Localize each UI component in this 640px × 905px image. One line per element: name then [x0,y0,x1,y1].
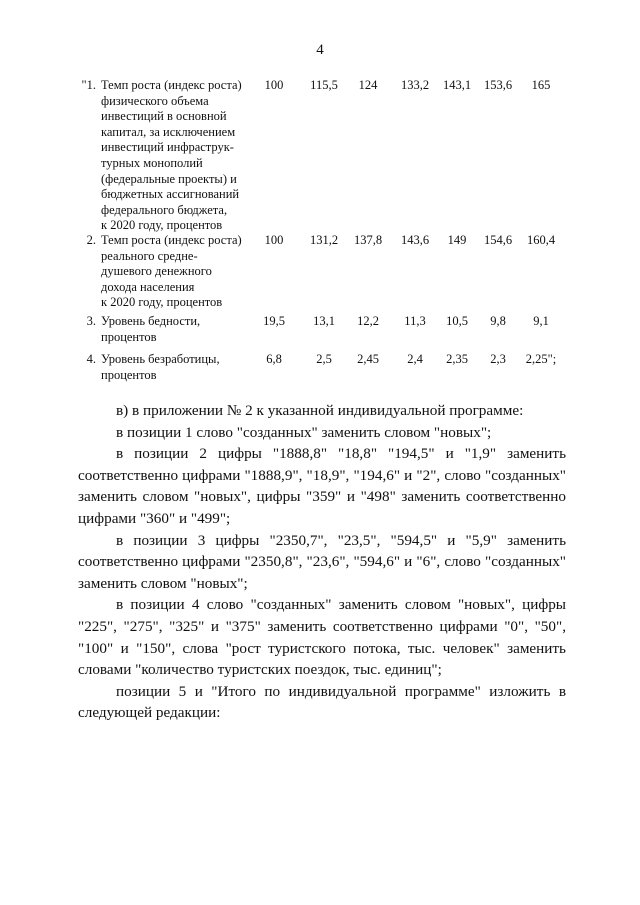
indicator-value: 2,4 [407,352,423,366]
indicator-value: 154,6 [483,233,513,247]
indicator-value: 10,5 [446,314,468,328]
indicator-value: 133,2 [400,78,430,92]
indicator-value: 143,1 [442,78,472,92]
indicator-value: 2,45 [357,352,379,366]
indicator-value: 165 [531,78,551,92]
indicator-value: 9,1 [533,314,549,328]
indicator-value: 6,8 [266,352,282,366]
indicator-name: Уровень безработицы, процентов [101,352,220,382]
indicator-value: 115,5 [310,78,338,92]
page-number: 4 [316,42,324,58]
paragraph: в) в приложении № 2 к указанной индивидуальной программе: [116,402,524,419]
indicator-value: 2,25"; [525,352,557,366]
indicator-name: Темп роста (индекс роста) физического объема инвестиций в основной капитал, за исключением инвестиций инфраструк- турных монополий (федеральные проекты) и бюджетных ассигнований федерального бюджета, к 2020 году, процентов [101,78,242,233]
indicator-value: 131,2 [309,233,339,247]
amendment-text [78,400,566,724]
indicator-value: 9,8 [490,314,506,328]
indicator-value: 153,6 [483,78,513,92]
row-number: 4. [86,352,96,366]
indicator-name: Темп роста (индекс роста) реального средне- душевого денежного дохода населения к 2020 году, процентов [101,233,242,310]
indicator-value: 100 [264,233,284,247]
indicator-value: 124 [358,78,378,92]
indicator-value: 19,5 [263,314,285,328]
indicator-name: Уровень бедности, процентов [101,314,201,344]
indicator-value: 2,5 [316,352,332,366]
indicator-value: 11,3 [404,314,426,328]
row-number: "1. [81,78,96,92]
indicator-value: 149 [447,233,467,247]
indicator-value: 137,8 [353,233,383,247]
indicator-value: 160,4 [526,233,556,247]
indicator-value: 2,35 [446,352,468,366]
indicator-value: 12,2 [357,314,379,328]
indicator-value: 100 [264,78,284,92]
paragraph: в позиции 1 слово "созданных" заменить словом "новых"; [116,423,492,441]
paragraph: позиции 5 и "Итого по индивидуальной программе" изложить в следующей редакции: [78,682,566,722]
row-number: 2. [86,233,96,247]
indicator-value: 143,6 [400,233,430,247]
indicator-value: 2,3 [490,352,506,366]
paragraph: в позиции 4 слово "созданных" заменить словом "новых", цифры "225", "275", "325" и "375" заменить соответственно цифрами "0", "50", "100" и "150", слова "рост туристского потока, тыс. человек" заменить словами "количество туристских поездок, тыс. единиц"; [78,596,566,679]
indicator-value: 13,1 [313,314,335,328]
row-number: 3. [86,314,96,328]
paragraph: в позиции 2 цифры "1888,8" "18,8" "194,5" и "1,9" заменить соответственно цифрами "1888,9", "18,9", "194,6" и "2", слово "созданных" заменить словом "новых", цифры "359" и "498" заменить соответственно цифрами "360" и "499"; [78,445,566,527]
paragraph: в позиции 3 цифры "2350,7", "23,5", "594,5" и "5,9" заменить соответственно цифрами "2350,8", "23,6", "594,6" и "6", слово "созданных" заменить словом "новых"; [78,531,566,592]
